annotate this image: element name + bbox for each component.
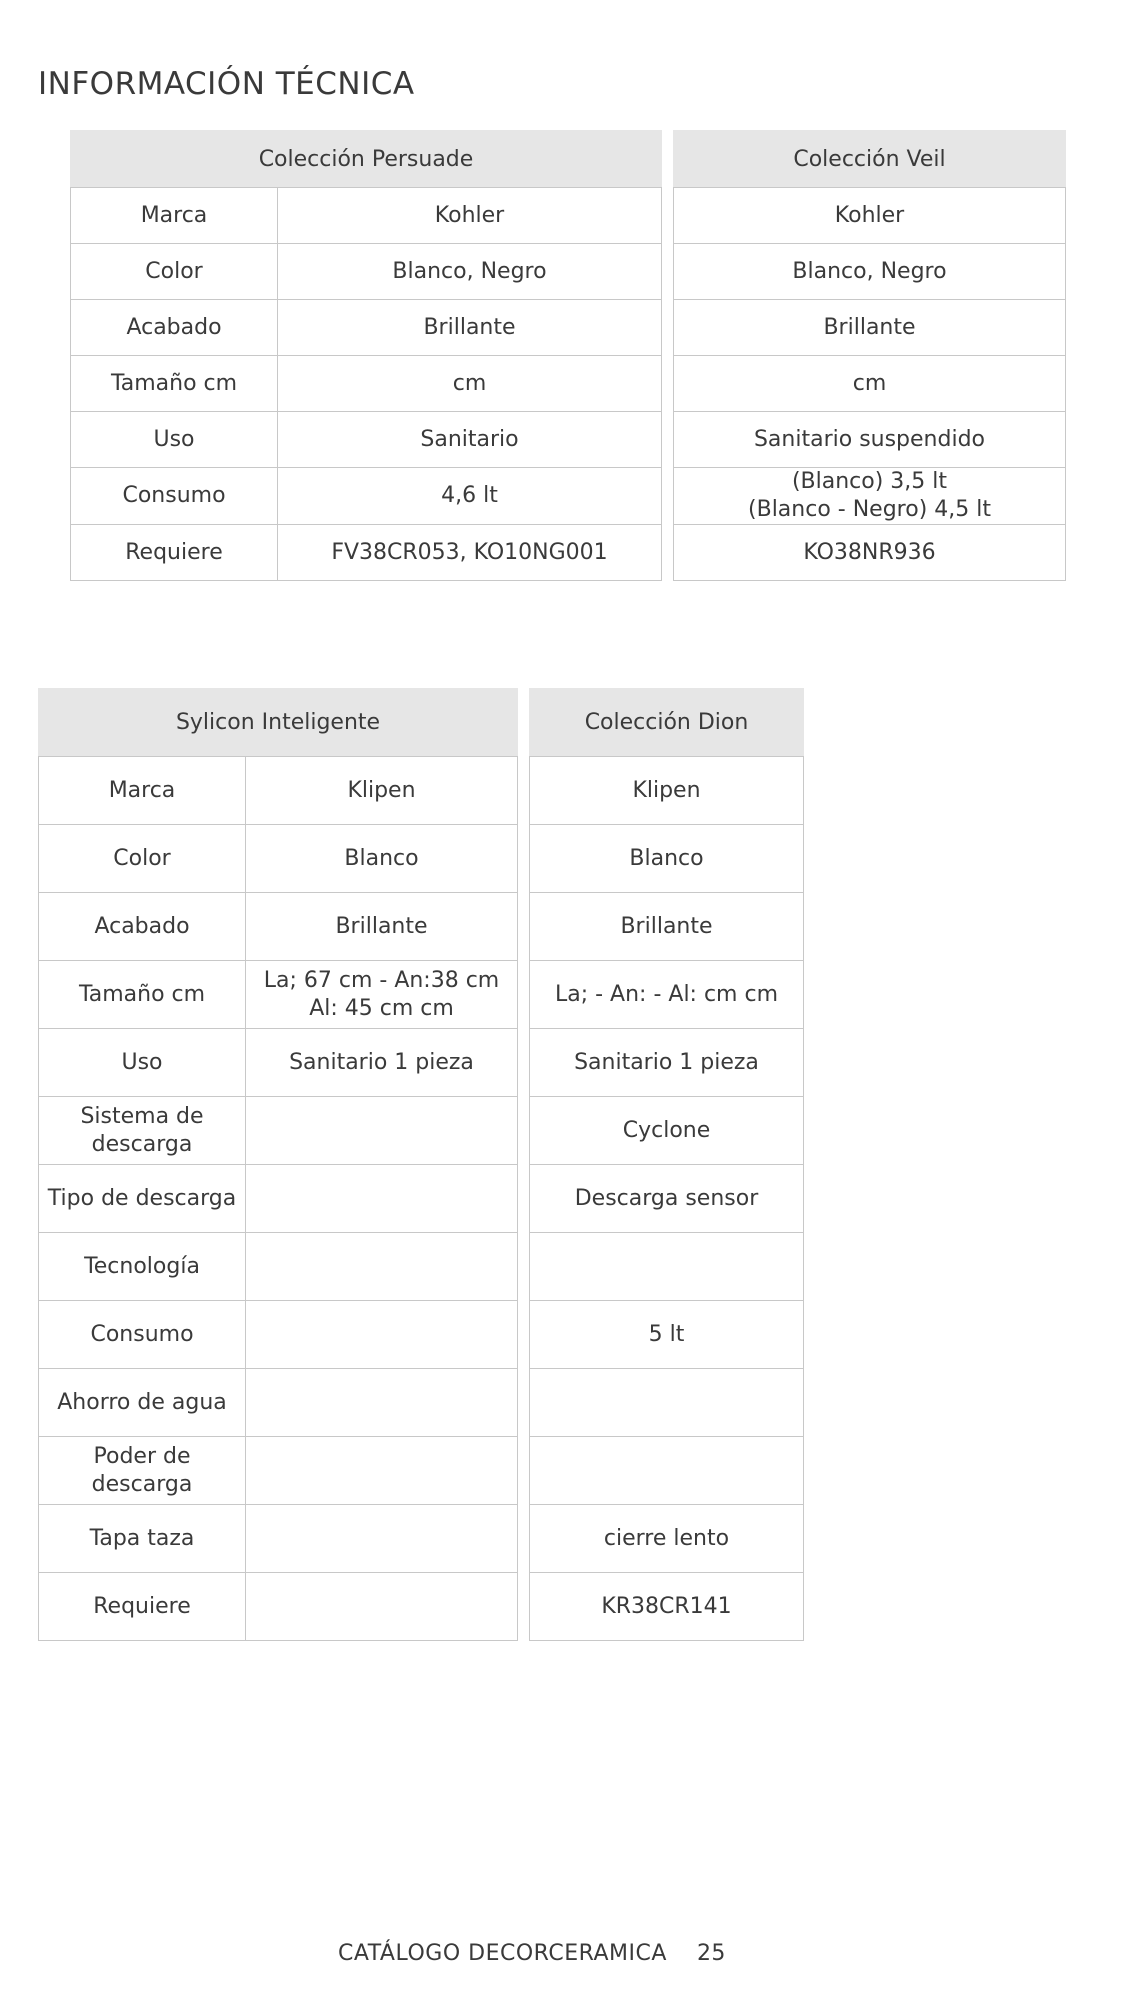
cell-value-second xyxy=(530,1437,804,1505)
table-row xyxy=(71,244,1066,300)
header-sylicon: Sylicon Inteligente xyxy=(39,689,518,757)
column-gap xyxy=(518,1505,530,1573)
row-label: Poder de descarga xyxy=(39,1437,246,1505)
cell-value-first: Blanco, Negro xyxy=(278,244,662,300)
cell-value-second: La; - An: - Al: cm cm xyxy=(530,961,804,1029)
row-label: Uso xyxy=(39,1029,246,1097)
header-dion: Colección Dion xyxy=(530,689,804,757)
row-label: Tamaño cm xyxy=(71,356,278,412)
cell-value-second: Klipen xyxy=(530,757,804,825)
cell-value-first xyxy=(246,1437,518,1505)
table-row xyxy=(39,1505,804,1573)
row-label: Marca xyxy=(71,188,278,244)
column-gap xyxy=(518,1165,530,1233)
column-gap xyxy=(518,1573,530,1641)
table-row xyxy=(39,1097,804,1165)
cell-value-first xyxy=(246,1165,518,1233)
row-label: Consumo xyxy=(39,1301,246,1369)
cell-value-second: Blanco, Negro xyxy=(674,244,1066,300)
table-row xyxy=(71,525,1066,581)
column-gap xyxy=(518,961,530,1029)
row-label: Tecnología xyxy=(39,1233,246,1301)
cell-value-second: Cyclone xyxy=(530,1097,804,1165)
row-label: Uso xyxy=(71,412,278,468)
row-label: Color xyxy=(39,825,246,893)
cell-value-first: cm xyxy=(278,356,662,412)
column-gap xyxy=(662,244,674,300)
spec-table-1 xyxy=(70,130,1066,581)
column-gap xyxy=(662,300,674,356)
cell-value-second: KR38CR141 xyxy=(530,1573,804,1641)
cell-value-second: KO38NR936 xyxy=(674,525,1066,581)
column-gap xyxy=(518,1437,530,1505)
table-row xyxy=(39,757,804,825)
table-row xyxy=(39,1165,804,1233)
table-row xyxy=(71,412,1066,468)
cell-value-first xyxy=(246,1301,518,1369)
footer-catalog-name: CATÁLOGO DECORCERAMICA xyxy=(338,1941,667,1966)
row-label: Requiere xyxy=(71,525,278,581)
cell-value-second: Kohler xyxy=(674,188,1066,244)
table-row xyxy=(39,825,804,893)
cell-value-second: Brillante xyxy=(674,300,1066,356)
column-gap xyxy=(518,1301,530,1369)
cell-value-second xyxy=(530,1233,804,1301)
row-label: Tapa taza xyxy=(39,1505,246,1573)
column-gap xyxy=(662,188,674,244)
table-row xyxy=(39,1369,804,1437)
page-number: 25 xyxy=(696,1941,726,1966)
cell-value-first: Brillante xyxy=(246,893,518,961)
cell-value-first: FV38CR053, KO10NG001 xyxy=(278,525,662,581)
cell-value-first: Sanitario xyxy=(278,412,662,468)
footer xyxy=(338,1941,726,1966)
column-gap xyxy=(518,1029,530,1097)
cell-value-second: Brillante xyxy=(530,893,804,961)
row-label: Consumo xyxy=(71,468,278,525)
row-label: Tipo de descarga xyxy=(39,1165,246,1233)
header-persuade: Colección Persuade xyxy=(71,131,662,188)
cell-value-second: Sanitario suspendido xyxy=(674,412,1066,468)
header-veil: Colección Veil xyxy=(674,131,1066,188)
cell-value-first xyxy=(246,1505,518,1573)
table-row xyxy=(39,1573,804,1641)
column-gap xyxy=(518,893,530,961)
table-row xyxy=(39,1301,804,1369)
table-row xyxy=(71,300,1066,356)
table-row xyxy=(39,1233,804,1301)
cell-value-first xyxy=(246,1369,518,1437)
cell-value-first xyxy=(246,1233,518,1301)
cell-value-second: Descarga sensor xyxy=(530,1165,804,1233)
cell-value-first: Sanitario 1 pieza xyxy=(246,1029,518,1097)
table-row xyxy=(71,356,1066,412)
row-label: Ahorro de agua xyxy=(39,1369,246,1437)
cell-value-first: Brillante xyxy=(278,300,662,356)
table-row xyxy=(39,961,804,1029)
cell-value-first: Blanco xyxy=(246,825,518,893)
cell-value-second: Blanco xyxy=(530,825,804,893)
table-row xyxy=(39,1029,804,1097)
cell-value-first: Kohler xyxy=(278,188,662,244)
row-label: Marca xyxy=(39,757,246,825)
cell-value-first: La; 67 cm - An:38 cm Al: 45 cm cm xyxy=(246,961,518,1029)
cell-value-second xyxy=(530,1369,804,1437)
row-label: Acabado xyxy=(39,893,246,961)
cell-value-second: (Blanco) 3,5 lt (Blanco - Negro) 4,5 lt xyxy=(674,468,1066,525)
column-gap xyxy=(662,356,674,412)
row-label: Sistema de descarga xyxy=(39,1097,246,1165)
column-gap xyxy=(518,825,530,893)
cell-value-first xyxy=(246,1573,518,1641)
column-gap xyxy=(662,412,674,468)
column-gap xyxy=(518,1233,530,1301)
spec-table-2 xyxy=(38,688,804,1641)
cell-value-first: 4,6 lt xyxy=(278,468,662,525)
cell-value-second: cm xyxy=(674,356,1066,412)
table-row xyxy=(39,893,804,961)
cell-value-first: Klipen xyxy=(246,757,518,825)
column-gap xyxy=(662,525,674,581)
page-title: INFORMACIÓN TÉCNICA xyxy=(38,66,415,102)
row-label: Requiere xyxy=(39,1573,246,1641)
column-gap xyxy=(662,468,674,525)
table-row xyxy=(39,1437,804,1505)
cell-value-second: Sanitario 1 pieza xyxy=(530,1029,804,1097)
cell-value-first xyxy=(246,1097,518,1165)
table-row xyxy=(71,468,1066,525)
row-label: Color xyxy=(71,244,278,300)
row-label: Acabado xyxy=(71,300,278,356)
cell-value-second: 5 lt xyxy=(530,1301,804,1369)
row-label: Tamaño cm xyxy=(39,961,246,1029)
cell-value-second: cierre lento xyxy=(530,1505,804,1573)
column-gap xyxy=(518,757,530,825)
column-gap xyxy=(518,1097,530,1165)
table-row xyxy=(71,188,1066,244)
column-gap xyxy=(518,1369,530,1437)
